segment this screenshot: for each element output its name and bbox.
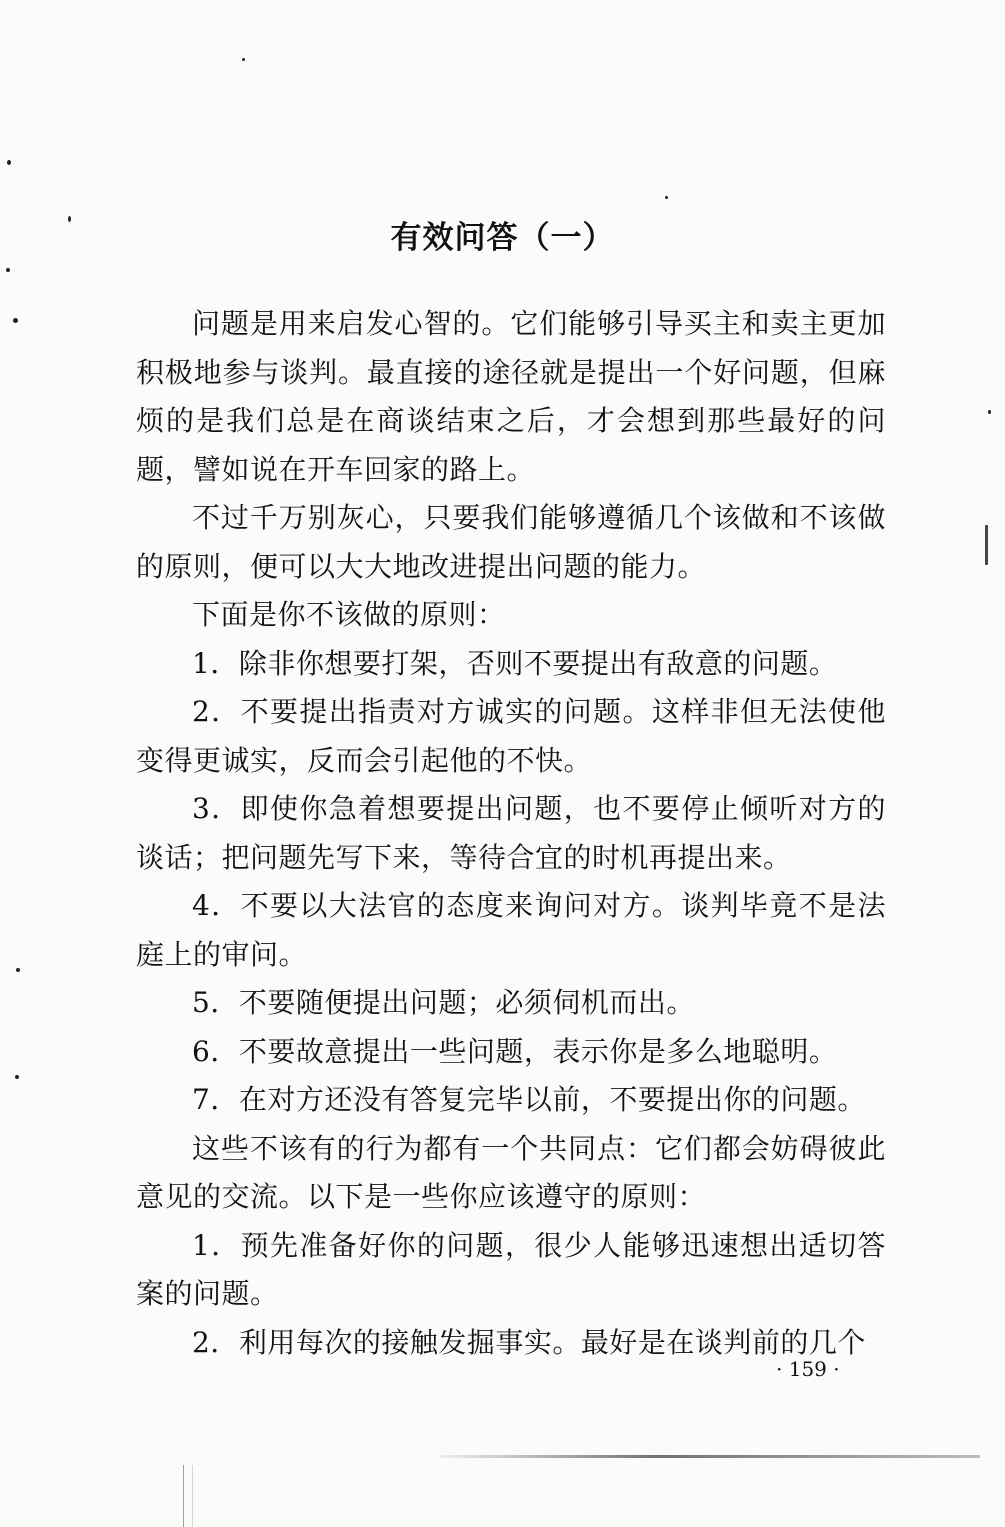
list-item: 2．利用每次的接触发掘事实。最好是在谈判前的几个 [192,1325,866,1359]
scan-speck [6,268,10,272]
scan-speck [13,318,18,323]
scan-speck [68,216,71,222]
scan-speck [985,525,988,565]
page-number: · 159 · [776,1357,840,1381]
list-item: 6．不要故意提出一些问题，表示你是多么地聪明。 [192,1034,838,1068]
paragraph: 这些不该有的行为都有一个共同点：它们都会妨碍彼此意见的交流。以下是一些你应该遵守的原则： [136,1131,886,1213]
scan-speck [16,968,20,972]
list-item: 4．不要以大法官的态度来询问对方。谈判毕竟不是法庭上的审问。 [136,889,886,971]
list-item: 1．预先准备好你的问题，很少人能够迅速想出适切答案的问题。 [136,1228,886,1310]
scan-speck [988,410,991,414]
list-item: 1．除非你想要打架，否则不要提出有敌意的问题。 [192,646,838,680]
scan-speck [15,1075,19,1079]
chapter-title: 有效问答（一） [390,220,615,256]
paragraph: 下面是你不该做的原则： [192,598,506,631]
list-item: 2．不要提出指责对方诚实的问题。这样非但无法使他变得更诚实，反而会引起他的不快。 [136,695,886,777]
paragraph: 不过千万别灰心，只要我们能够遵循几个该做和不该做的原则，便可以大大地改进提出问题的能力。 [136,501,886,583]
list-item: 5．不要随便提出问题；必须伺机而出。 [192,986,695,1019]
list-item: 3．即使你急着想要提出问题，也不要停止倾听对方的谈话；把问题先写下来，等待合宜的时机再提出来。 [136,792,886,874]
scan-speck [7,160,11,165]
scan-speck [242,58,245,61]
scan-speck [665,196,668,199]
scan-edge-line [440,1455,980,1458]
scan-edge-strip [183,1465,193,1527]
paragraph: 问题是用来启发心智的。它们能够引导买主和卖主更加积极地参与谈判。最直接的途径就是提出一个好问题，但麻烦的是我们总是在商谈结束之后，才会想到那些最好的问题，譬如说在开车回家的路上。 [136,307,886,486]
list-item: 7．在对方还没有答复完毕以前，不要提出你的问题。 [192,1083,866,1116]
body-text [136,300,886,1367]
